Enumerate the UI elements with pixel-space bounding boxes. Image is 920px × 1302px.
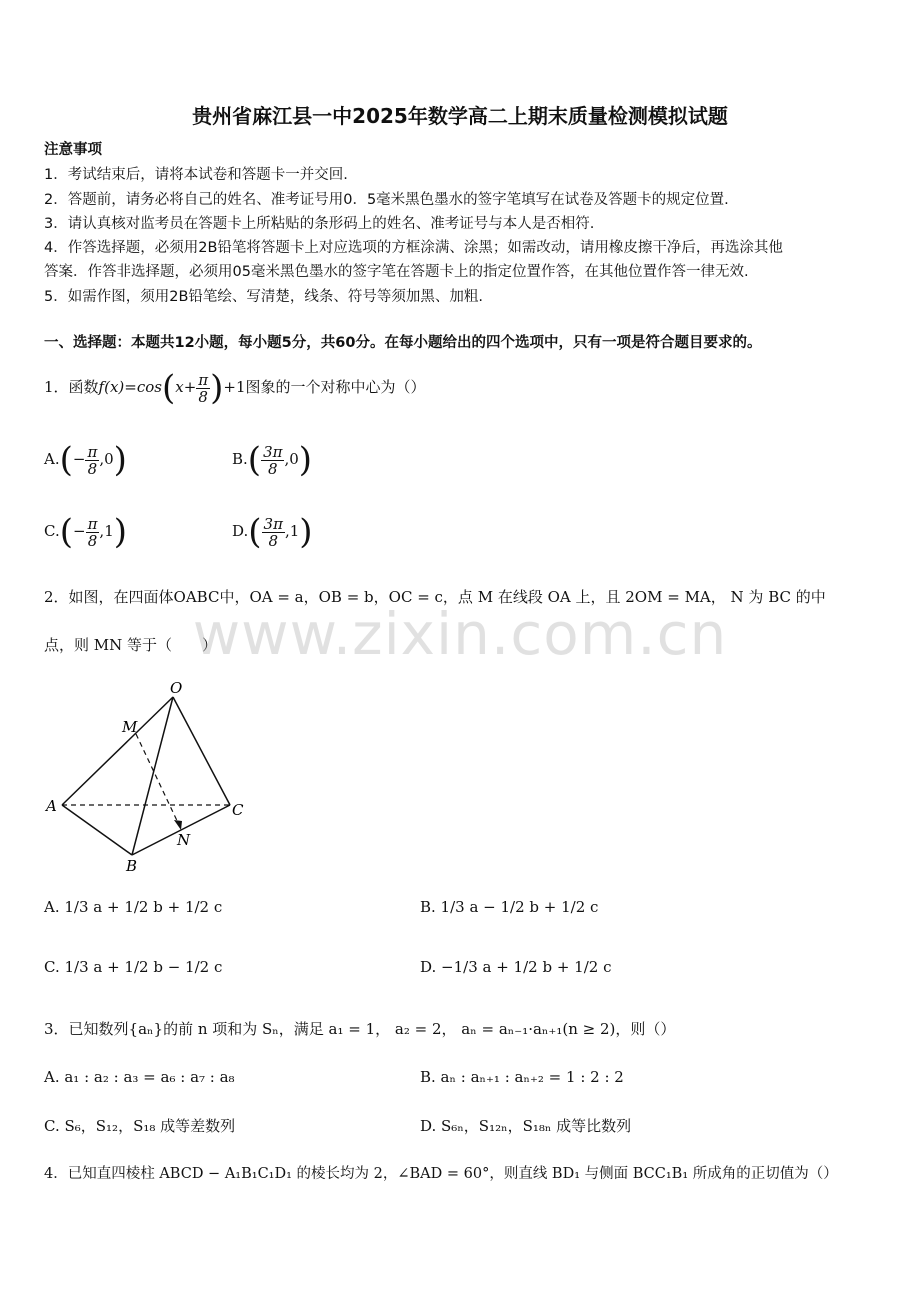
question-2-stem: 2．如图，在四面体OABC中，OA = a，OB = b，OC = c，点 M 在线段 OA 上，且 2OM = MA， N 为 BC 的中: [44, 588, 826, 606]
label-n: N: [177, 831, 191, 849]
q2-option-b: B. 1/3 a − 1/2 b + 1/2 c: [420, 898, 599, 916]
question-3-stem: 3．已知数列{aₙ}的前 n 项和为 Sₙ，满足 a₁ = 1， a₂ = 2， aₙ = aₙ₋₁·aₙ₊₁(n ≥ 2)，则（）: [44, 1020, 676, 1038]
q3-option-a: A. a₁ : a₂ : a₃ = a₆ : a₇ : a₈: [44, 1068, 235, 1086]
q3-option-c: C. S₆，S₁₂，S₁₈ 成等差数列: [44, 1117, 236, 1135]
q2-option-d: D. −1/3 a + 1/2 b + 1/2 c: [420, 958, 612, 976]
watermark: www.zixin.com.cn: [192, 600, 728, 668]
section-heading: 一、选择题：本题共12小题，每小题5分，共60分。在每小题给出的四个选项中，只有一项是符合题目要求的。: [44, 335, 762, 351]
label-o: O: [170, 679, 183, 697]
q1-option-c: C.(− $\frac{\pi}{8}$ ,1): [44, 512, 127, 552]
question-4-stem: 4．已知直四棱柱 ABCD − A₁B₁C₁D₁ 的棱长均为 2，∠BAD = 60°，则直线 BD₁ 与侧面 BCC₁B₁ 所成角的正切值为（）: [44, 1166, 838, 1182]
label-b: B: [126, 857, 138, 875]
q1-option-d: D.( $\frac{3\pi}{8}$ ,1): [232, 512, 313, 552]
notice-heading: 注意事项: [44, 142, 102, 158]
label-a: A: [46, 797, 57, 815]
question-2-stem-cont: 点，则 MN 等于（ ）: [44, 636, 218, 654]
notice-item: 3．请认真核对监考员在答题卡上所粘贴的条形码上的姓名、准考证号与本人是否相符.: [44, 216, 595, 232]
notice-item: 4．作答选择题，必须用2B铅笔将答题卡上对应选项的方框涂满、涂黑；如需改动，请用橡皮擦干净后，再选涂其他: [44, 240, 783, 256]
q2-option-c: C. 1/3 a + 1/2 b − 1/2 c: [44, 958, 223, 976]
q2-option-a: A. 1/3 a + 1/2 b + 1/2 c: [44, 898, 223, 916]
tetrahedron-figure: [40, 675, 260, 875]
notice-item: 1．考试结束后，请将本试卷和答题卡一并交回.: [44, 167, 348, 183]
q3-option-b: B. aₙ : aₙ₊₁ : aₙ₊₂ = 1 : 2 : 2: [420, 1068, 624, 1086]
page-title: 贵州省麻江县一中2025年数学高二上期末质量检测模拟试题: [192, 104, 728, 128]
q1-option-b: B.( $\frac{3\pi}{8}$ ,0): [232, 440, 313, 480]
label-c: C: [232, 801, 244, 819]
q1-option-a: A.(− $\frac{\pi}{8}$ ,0): [44, 440, 127, 480]
notice-item: 答案．作答非选择题，必须用05毫米黑色墨水的签字笔在答题卡上的指定位置作答，在其他位置作答一律无效.: [44, 264, 749, 280]
notice-item: 2．答题前，请务必将自己的姓名、准考证号用0．5毫米黑色墨水的签字笔填写在试卷及答题卡的规定位置.: [44, 192, 729, 208]
notice-item: 5．如需作图，须用2B铅笔绘、写清楚，线条、符号等须加黑、加粗.: [44, 289, 484, 305]
label-m: M: [122, 718, 138, 736]
question-1-stem: 1．函数f(x)=cos(x+ $\frac{\pi}{8}$ )+1图象的一个对称中心为（）: [44, 368, 426, 408]
q3-option-d: D. S₆ₙ，S₁₂ₙ，S₁₈ₙ 成等比数列: [420, 1117, 632, 1135]
